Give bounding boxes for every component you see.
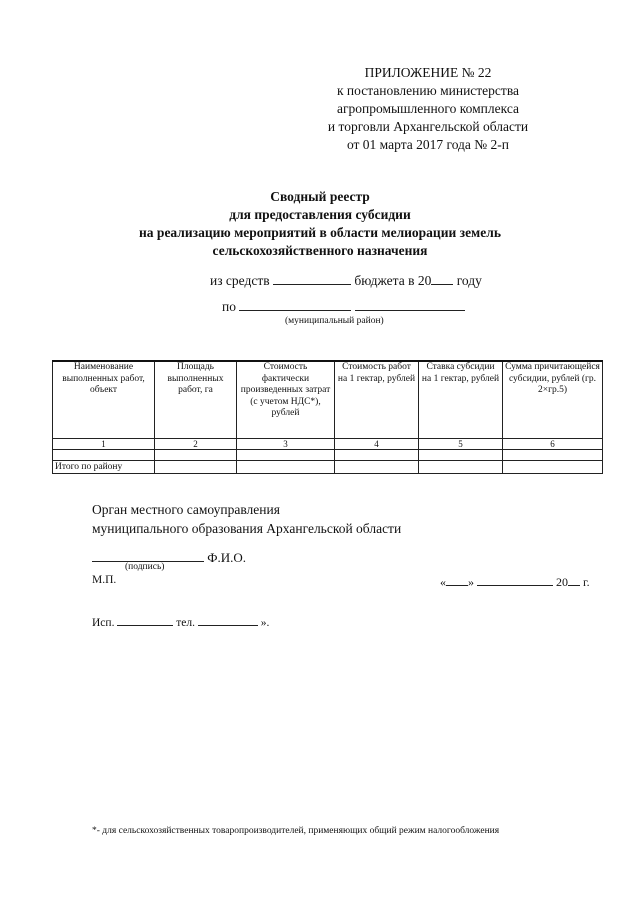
funds-line	[210, 272, 482, 289]
table-cell[interactable]	[155, 450, 237, 461]
executor-label: Исп.	[92, 617, 115, 629]
table-cell[interactable]	[155, 461, 237, 474]
header-cell: Стоимость фактически произведенных затрат (с учетом НДС*), рублей	[237, 361, 335, 439]
table-cell[interactable]	[335, 461, 419, 474]
authority-line: муниципального образования Архангельской области	[92, 521, 402, 536]
authority-line: Орган местного самоуправления	[92, 502, 280, 517]
table-cell[interactable]	[335, 450, 419, 461]
district-blank[interactable]	[239, 298, 351, 311]
column-number: 1	[53, 439, 155, 450]
phone-blank[interactable]	[198, 613, 258, 626]
total-label: Итого по району	[53, 461, 155, 474]
title-line: для предоставления субсидии	[229, 207, 411, 222]
column-number: 2	[155, 439, 237, 450]
budget-blank[interactable]	[273, 272, 351, 285]
registry-table	[52, 360, 603, 474]
district-prefix: по	[222, 299, 236, 314]
appendix-block	[268, 64, 588, 154]
date-year: 20	[556, 575, 568, 589]
column-number: 3	[237, 439, 335, 450]
date-open-quote: «	[440, 575, 446, 589]
stamp-label: М.П.	[92, 574, 117, 586]
table-total-row	[53, 461, 603, 474]
appendix-line: и торговли Архангельской области	[327, 119, 529, 134]
contact-end: ».	[260, 617, 270, 629]
phone-label: тел.	[176, 617, 195, 629]
contact-line	[92, 613, 269, 629]
date-line	[440, 573, 590, 590]
table-cell[interactable]	[237, 461, 335, 474]
document-title	[0, 188, 640, 260]
table-number-row	[53, 439, 603, 450]
column-number: 6	[503, 439, 603, 450]
signature-caption: (подпись)	[125, 562, 165, 572]
table-header-row	[53, 361, 603, 439]
signature-line	[92, 549, 246, 566]
header-cell: Ставка субсидии на 1 гектар, рублей	[419, 361, 503, 439]
district-caption: (муниципальный район)	[285, 316, 384, 326]
table-cell[interactable]	[419, 450, 503, 461]
table-cell[interactable]	[237, 450, 335, 461]
year-blank[interactable]	[431, 272, 453, 285]
district-line	[222, 298, 465, 315]
funds-middle: бюджета в 20	[354, 273, 432, 288]
funds-suffix: году	[456, 273, 482, 288]
header-cell: Наименование выполненных работ, объект	[53, 361, 155, 439]
appendix-line: агропромышленного комплекса	[337, 101, 519, 116]
title-line: сельскохозяйственного назначения	[212, 243, 428, 258]
column-number: 4	[335, 439, 419, 450]
table-row	[53, 450, 603, 461]
table-cell[interactable]	[503, 450, 603, 461]
authority-block	[92, 500, 401, 538]
title-line: Сводный реестр	[270, 189, 370, 204]
footnote: *- для сельскохозяйственных товаропроизводителей, применяющих общий режим налогообложения	[92, 826, 500, 836]
table-cell[interactable]	[53, 450, 155, 461]
appendix-date: от 01 марта 2017 года № 2-п	[346, 137, 510, 152]
day-blank[interactable]	[446, 573, 468, 586]
executor-blank[interactable]	[117, 613, 173, 626]
title-line: на реализацию мероприятий в области мелиорации земель	[139, 225, 501, 240]
header-cell: Стоимость работ на 1 гектар, рублей	[335, 361, 419, 439]
district-blank-2[interactable]	[355, 298, 465, 311]
year-suffix-blank[interactable]	[568, 573, 580, 586]
table-cell[interactable]	[503, 461, 603, 474]
month-blank[interactable]	[477, 573, 553, 586]
appendix-line: к постановлению министерства	[336, 83, 520, 98]
funds-prefix: из средств	[210, 273, 270, 288]
column-number: 5	[419, 439, 503, 450]
date-close-quote: »	[468, 575, 474, 589]
fio-label: Ф.И.О.	[207, 550, 247, 565]
header-cell: Площадь выполненных работ, га	[155, 361, 237, 439]
signature-blank[interactable]	[92, 549, 204, 562]
date-year-suffix: г.	[583, 575, 590, 589]
appendix-number: ПРИЛОЖЕНИЕ № 22	[364, 65, 492, 80]
table-cell[interactable]	[419, 461, 503, 474]
header-cell: Сумма причитающейся субсидии, рублей (гр. 2×гр.5)	[503, 361, 603, 439]
